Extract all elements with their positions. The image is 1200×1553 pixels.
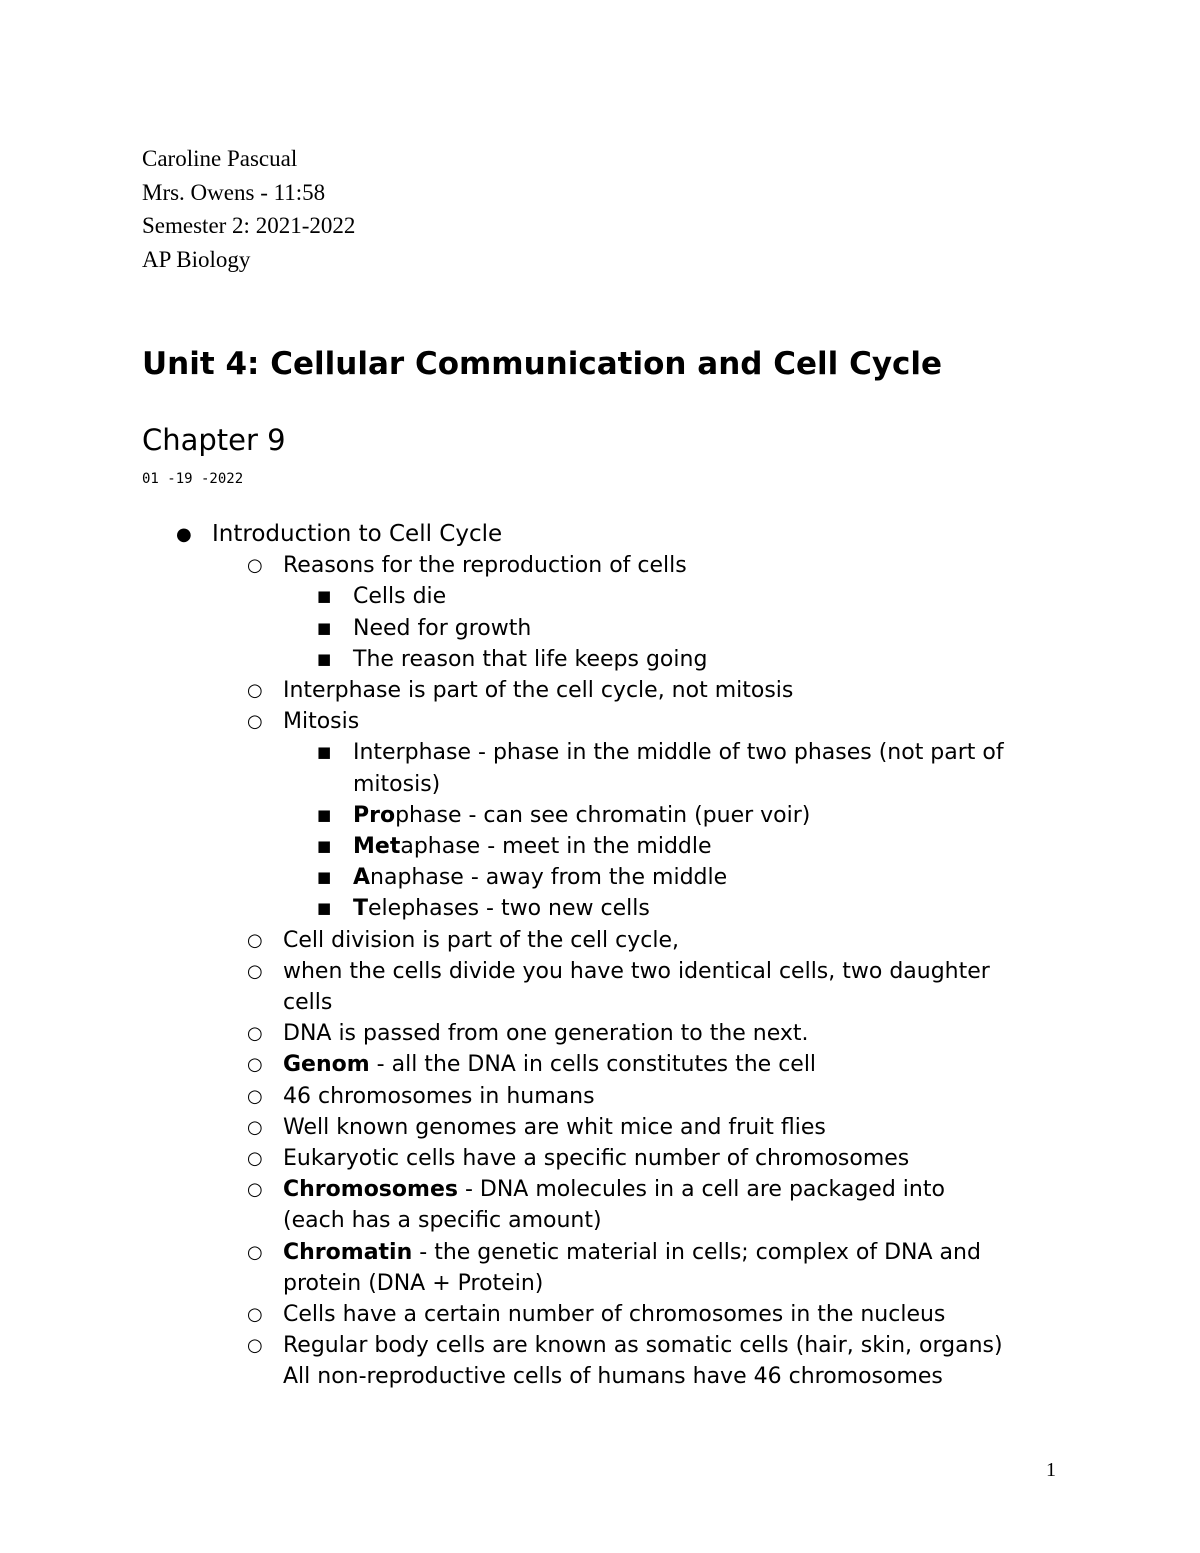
hollow-circle-bullet-icon: ○ bbox=[247, 555, 263, 577]
hollow-circle-bullet-icon: ○ bbox=[247, 1335, 263, 1357]
list-item: ■ Metaphase - meet in the middle bbox=[0, 831, 1200, 862]
list-item: ○ Regular body cells are known as somatic cells (hair, skin, organs) bbox=[0, 1330, 1200, 1361]
list-item: ○ Reasons for the reproduction of cells bbox=[0, 550, 1200, 581]
page-number: 1 bbox=[1046, 1459, 1056, 1481]
list-item: ○ Mitosis bbox=[0, 706, 1200, 737]
course-name: AP Biology bbox=[142, 246, 251, 272]
list-item: ■ The reason that life keeps going bbox=[0, 644, 1200, 675]
list-item: ■ Telephases - two new cells bbox=[0, 893, 1200, 924]
list-item: ○ Genom - all the DNA in cells constitutes the cell bbox=[0, 1049, 1200, 1080]
list-item: ○ Eukaryotic cells have a specific number of chromosomes bbox=[0, 1143, 1200, 1174]
chapter-title: Chapter 9 bbox=[142, 423, 286, 457]
list-item-continuation: cells bbox=[283, 990, 333, 1016]
hollow-circle-bullet-icon: ○ bbox=[247, 1179, 263, 1201]
list-item: ○ Well known genomes are whit mice and fruit flies bbox=[0, 1112, 1200, 1143]
teacher-period: Mrs. Owens - 11:58 bbox=[142, 179, 326, 205]
filled-circle-bullet-icon: ● bbox=[176, 524, 192, 545]
list-item-continuation: protein (DNA + Protein) bbox=[283, 1270, 544, 1296]
hollow-circle-bullet-icon: ○ bbox=[247, 680, 263, 702]
square-bullet-icon: ■ bbox=[317, 868, 332, 887]
square-bullet-icon: ■ bbox=[317, 587, 332, 606]
square-bullet-icon: ■ bbox=[317, 805, 332, 824]
list-item: ■ Interphase - phase in the middle of two phases (not part of bbox=[0, 737, 1200, 768]
list-item-continuation: All non-reproductive cells of humans have 46 chromosomes bbox=[283, 1364, 943, 1390]
square-bullet-icon: ■ bbox=[317, 618, 332, 637]
hollow-circle-bullet-icon: ○ bbox=[247, 1054, 263, 1076]
list-item: ○ Interphase is part of the cell cycle, not mitosis bbox=[0, 675, 1200, 706]
list-item: ○ Cell division is part of the cell cycle, bbox=[0, 925, 1200, 956]
list-item: ■ Prophase - can see chromatin (puer voir) bbox=[0, 800, 1200, 831]
hollow-circle-bullet-icon: ○ bbox=[247, 1304, 263, 1326]
list-item-continuation: (each has a specific amount) bbox=[283, 1208, 602, 1234]
semester: Semester 2: 2021-2022 bbox=[142, 213, 356, 238]
list-item: ○ Chromatin - the genetic material in cells; complex of DNA and bbox=[0, 1237, 1200, 1268]
list-item: ○ Chromosomes - DNA molecules in a cell are packaged into bbox=[0, 1174, 1200, 1205]
list-item: ● Introduction to Cell Cycle bbox=[0, 519, 1200, 550]
list-item: ○ 46 chromosomes in humans bbox=[0, 1081, 1200, 1112]
hollow-circle-bullet-icon: ○ bbox=[247, 960, 263, 982]
hollow-circle-bullet-icon: ○ bbox=[247, 929, 263, 951]
student-name: Caroline Pascual bbox=[142, 146, 298, 171]
hollow-circle-bullet-icon: ○ bbox=[247, 1116, 263, 1138]
list-item: ■ Anaphase - away from the middle bbox=[0, 862, 1200, 893]
hollow-circle-bullet-icon: ○ bbox=[247, 1023, 263, 1045]
notes-list bbox=[0, 519, 1200, 1393]
list-item-continuation: mitosis) bbox=[353, 771, 441, 797]
hollow-circle-bullet-icon: ○ bbox=[247, 711, 263, 733]
square-bullet-icon: ■ bbox=[317, 649, 332, 668]
list-item: ○ Cells have a certain number of chromosomes in the nucleus bbox=[0, 1299, 1200, 1330]
hollow-circle-bullet-icon: ○ bbox=[247, 1148, 263, 1170]
square-bullet-icon: ■ bbox=[317, 899, 332, 918]
list-item: ■ Need for growth bbox=[0, 613, 1200, 644]
list-item: ○ DNA is passed from one generation to the next. bbox=[0, 1018, 1200, 1049]
note-date: 01 -19 -2022 bbox=[142, 471, 244, 487]
hollow-circle-bullet-icon: ○ bbox=[247, 1241, 263, 1263]
list-item: ○ when the cells divide you have two identical cells, two daughter bbox=[0, 956, 1200, 987]
list-item: ■ Cells die bbox=[0, 581, 1200, 612]
document-header bbox=[142, 142, 355, 276]
hollow-circle-bullet-icon: ○ bbox=[247, 1085, 263, 1107]
square-bullet-icon: ■ bbox=[317, 743, 332, 762]
unit-title: Unit 4: Cellular Communication and Cell Cycle bbox=[142, 346, 943, 382]
square-bullet-icon: ■ bbox=[317, 837, 332, 856]
